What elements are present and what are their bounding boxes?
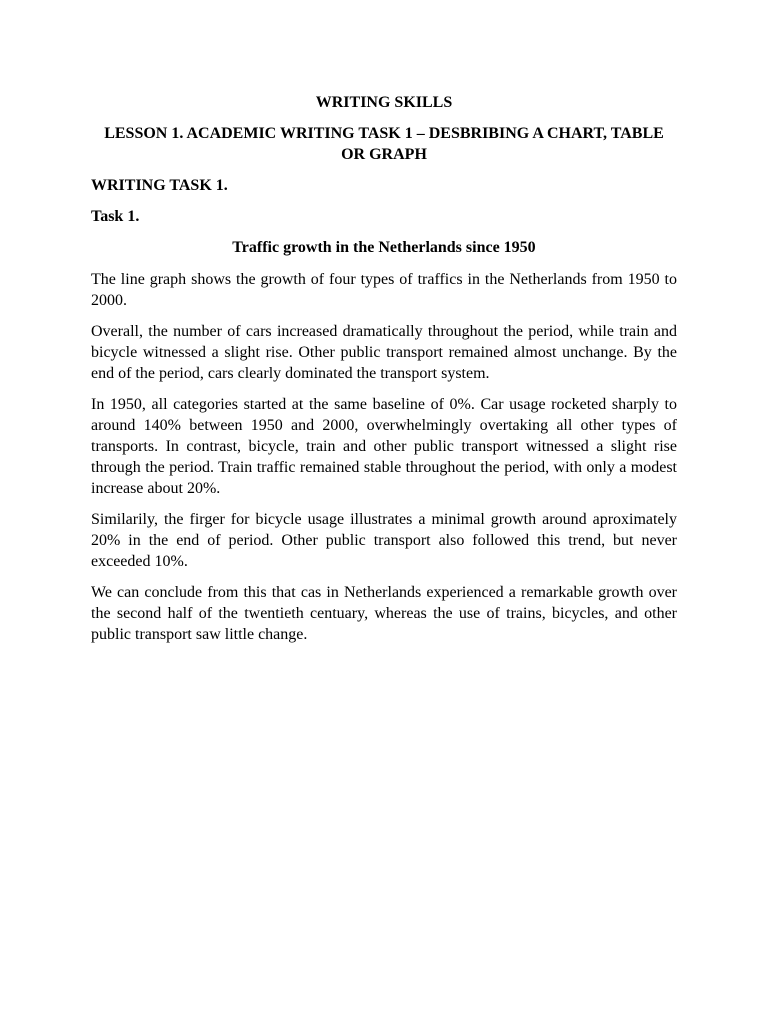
task-label: Task 1. — [91, 208, 140, 225]
document-title: WRITING SKILLS — [315, 94, 453, 111]
lesson-heading: LESSON 1. ACADEMIC WRITING TASK 1 – DESBRIBING A CHART, TABLE OR GRAPH — [104, 125, 664, 163]
paragraph-overview: Overall, the number of cars increased dramatically throughout the period, while train and bicycle witnessed a slight rise. Other public transport remained almost unchange. By the end of the period, cars clearly dominated the transport system. — [91, 323, 677, 382]
essay-title: Traffic growth in the Netherlands since 1950 — [232, 239, 536, 256]
paragraph-body-1: In 1950, all categories started at the same baseline of 0%. Car usage rocketed sharply to around 140% between 1950 and 2000, overwhelmingly overtaking all other types of transports. In contrast, bicycle, train and other public transport witnessed a slight rise through the period. Train traffic remained stable throughout the period, with only a modest increase about 20%. — [91, 396, 677, 497]
paragraph-introduction: The line graph shows the growth of four types of traffics in the Netherlands from 1950 to 2000. — [91, 271, 677, 309]
document-page — [91, 92, 677, 645]
paragraph-body-2: Similarily, the firger for bicycle usage illustrates a minimal growth around aproximately 20% in the end of period. Other public transport also followed this trend, but never exceeded 10%. — [91, 511, 677, 570]
task-section-heading: WRITING TASK 1. — [91, 177, 228, 194]
paragraph-conclusion: We can conclude from this that cas in Netherlands experienced a remarkable growth over the second half of the twentieth centuary, whereas the use of trains, bicycles, and other public transport saw little change. — [91, 584, 677, 643]
